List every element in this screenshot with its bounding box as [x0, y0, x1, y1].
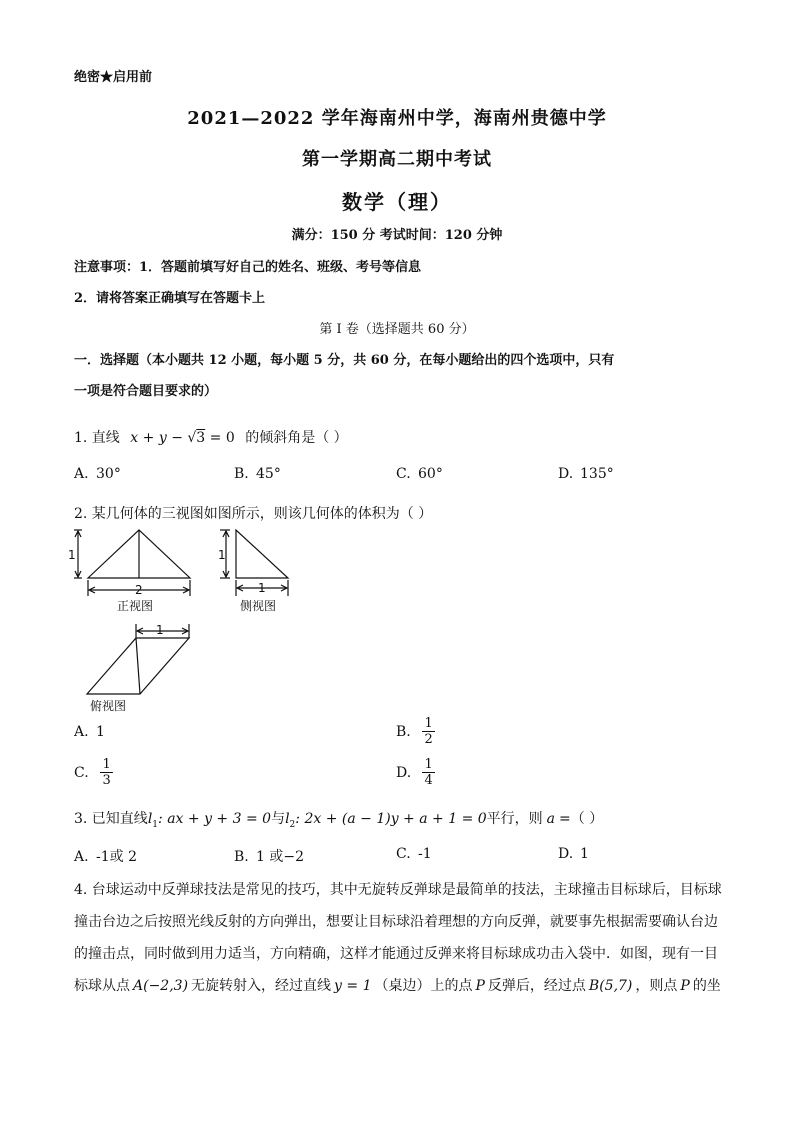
q1-option-b: B. 45°	[234, 466, 281, 482]
side-width-label: 1	[258, 581, 266, 595]
q3-option-b: B. 1 或−2	[234, 849, 304, 865]
q4-point-a: A(−2,3)	[133, 978, 189, 994]
q4-line-eq: y = 1	[334, 978, 372, 994]
q1-suffix: 的倾斜角是（ ）	[245, 430, 348, 446]
q1-eq-sqrt-arg: 3	[196, 430, 206, 446]
notice-1: 注意事项：1．答题前填写好自己的姓名、班级、考号等信息	[74, 260, 422, 275]
notice-2: 2．请将答案正确填写在答题卡上	[74, 291, 266, 306]
subject-title: 数学（理）	[342, 190, 452, 214]
q1-option-a: A. 30°	[74, 466, 121, 482]
q3-l2: $l_2$: 2x + (a − 1)y + a + 1 = 0	[285, 811, 487, 830]
question-4-line4: 标球从点 A(−2,3) 无旋转射入，经过直线 y = 1 （桌边）上的点 P 反弹后，经过点 B(5,7) ，则点 P 的坐	[74, 978, 721, 994]
q2-option-b-fraction: $\frac{1}{2}$	[424, 716, 433, 747]
side-view-diagram	[218, 524, 308, 616]
q1-eq-x: x	[130, 430, 139, 446]
question-3-stem: 3. 已知直线$l_1$: ax + y + 3 = 0与$l_2$: 2x + (a − 1)y + a + 1 = 0平行，则 a =（ ）	[74, 811, 604, 830]
q3-option-a: A. -1或 2	[74, 849, 137, 865]
front-height-label: 1	[68, 548, 76, 562]
top-width-label: 1	[156, 623, 164, 637]
top-view-diagram	[68, 620, 198, 716]
q1-option-c: C. 60°	[396, 466, 443, 482]
q2-option-a: A. 1	[74, 724, 105, 740]
q2-option-d-fraction: $\frac{1}{4}$	[424, 757, 433, 788]
side-view-triangle	[236, 530, 288, 578]
q4-point-p-2: P	[680, 978, 690, 994]
question-4-line2: 撞击台边之后按照光线反射的方向弹出，想要让目标球沿着理想的方向反弹，就要事先根据需要确认台边	[74, 914, 718, 930]
top-view-diagonal	[136, 638, 140, 694]
front-view-diagram	[68, 524, 198, 616]
part1-instructions-line2: 一项是符合题目要求的）	[74, 384, 218, 399]
question-1-stem	[74, 427, 348, 447]
volume-title: 第 I 卷（选择题共 60 分）	[319, 322, 475, 337]
front-width-label: 2	[135, 583, 143, 597]
part1-instructions-line1: 一．选择题（本小题共 12 小题，每小题 5 分，共 60 分，在每小题给出的四个选项中，只有	[74, 353, 615, 368]
q3-option-c: C. -1	[396, 846, 432, 862]
q1-option-d: D. 135°	[558, 466, 614, 482]
q1-sqrt-icon: √	[187, 430, 197, 446]
q2-option-c: C. $\frac{1}{3}$	[74, 757, 111, 788]
q1-eq-y: y	[158, 430, 167, 446]
front-view-label: 正视图	[117, 599, 154, 613]
q2-option-d: D. $\frac{1}{4}$	[396, 757, 433, 788]
side-height-label: 1	[218, 548, 226, 562]
question-4-line1: 4. 台球运动中反弹球技法是常见的技巧，其中无旋转反弹球是最简单的技法，主球撞击目标球后，目标球	[74, 882, 722, 898]
q2-option-b: B. $\frac{1}{2}$	[396, 716, 433, 747]
q4-point-p: P	[475, 978, 485, 994]
q1-eq-plus: +	[142, 430, 155, 446]
score-time: 满分：150 分 考试时间：120 分钟	[291, 228, 503, 243]
q1-equation	[130, 430, 239, 446]
q2-option-c-fraction: $\frac{1}{3}$	[102, 757, 111, 788]
side-view-label: 侧视图	[240, 599, 277, 613]
exam-title-line1: 2021—2022 学年海南州中学，海南州贵德中学	[187, 108, 607, 129]
top-view-label: 俯视图	[90, 699, 127, 713]
q1-eq-zero: = 0	[209, 430, 235, 446]
q3-option-d: D. 1	[558, 846, 589, 862]
exam-title-line2: 第一学期高二期中考试	[302, 149, 492, 170]
q1-prefix: 1. 直线	[74, 430, 120, 446]
secret-mark: 绝密★启用前	[74, 70, 153, 85]
q3-l1: $l_1$: ax + y + 3 = 0	[147, 811, 272, 830]
q1-eq-minus: −	[171, 430, 183, 446]
question-2-stem: 2. 某几何体的三视图如图所示，则该几何体的体积为（ ）	[74, 506, 433, 522]
q4-point-b: B(5,7)	[588, 978, 633, 994]
question-4-line3: 的撞击点，同时做到用力适当，方向精确，这样才能通过反弹来将目标球成功击入袋中．如图，现有一目	[74, 946, 718, 962]
